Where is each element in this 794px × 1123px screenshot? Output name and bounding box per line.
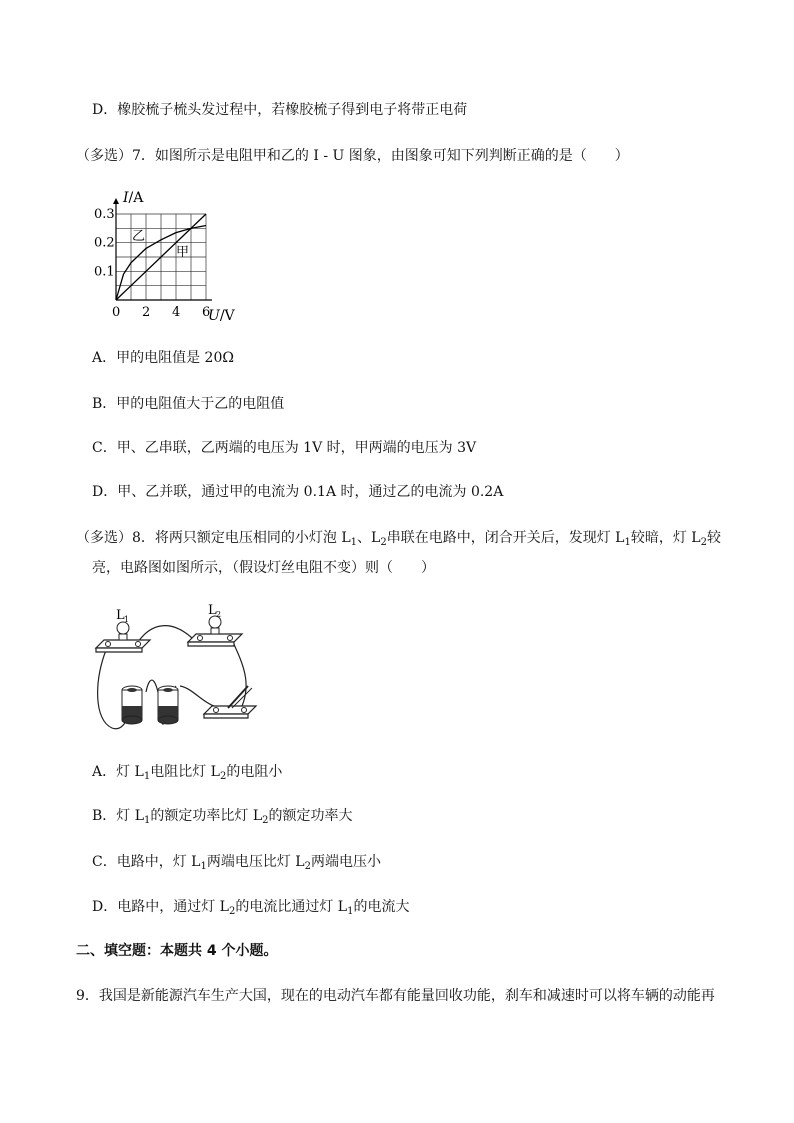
q8-option-d: D．电路中，通过灯 $L_2$的电流比通过灯 $L_1$的电流大 (92, 899, 410, 917)
q8-option-c: C．电路中，灯 $L_1$两端电压比灯 $L_2$两端电压小 (92, 854, 381, 872)
x-tick-label: 0 (112, 305, 121, 320)
q7-option-a: A．甲的电阻值是 20Ω (92, 350, 234, 366)
lamp-l1-base (96, 640, 150, 648)
svg-text:2: 2 (216, 610, 222, 619)
series-label-yi: 乙 (132, 229, 146, 244)
svg-text:1: 1 (124, 615, 130, 624)
q8-option-b: B．灯 $L_1$的额定功率比灯 $L_2$的额定功率大 (92, 808, 353, 826)
y-axis-label: I/A (123, 190, 144, 206)
graph-axes (113, 198, 212, 300)
section-title: 二、填空题：本题共 4 个小题。 (76, 943, 278, 959)
y-tick-label: 0.1 (94, 264, 115, 280)
q7-option-d: D．甲、乙并联，通过甲的电流为 0.1A 时，通过乙的电流为 0.2A (92, 484, 504, 500)
x-tick-label: 6 (202, 305, 211, 320)
battery-1 (122, 686, 142, 724)
q8-stem-line2: 亮，电路图如图所示，（假设灯丝电阻不变）则（ ） (92, 560, 435, 576)
q8-option-a: A．灯 $L_1$电阻比灯 $L_2$的电阻小 (92, 764, 283, 782)
series-label-jia: 甲 (176, 245, 190, 260)
x-tick-label: 2 (142, 305, 151, 320)
q7-stem: （多选）7．如图所示是电阻甲和乙的 I - U 图象，由图象可知下列判断正确的是（ ） (76, 148, 629, 164)
lamp-l2-label: L (208, 603, 217, 618)
q7-option-c: C．甲、乙串联，乙两端的电压为 1V 时，甲两端的电压为 3V (92, 440, 477, 456)
lamp-l2-base (188, 634, 242, 642)
battery-2 (158, 686, 178, 724)
q9-stem: 9．我国是新能源汽车生产大国，现在的电动汽车都有能量回收功能，刹车和减速时可以将车辆的动能再 (76, 988, 715, 1004)
circuit-figure (92, 602, 262, 734)
y-tick-label: 0.3 (94, 207, 115, 222)
q7-option-b: B．甲的电阻值大于乙的电阻值 (92, 396, 285, 412)
y-tick-label: 0.2 (94, 235, 115, 251)
y-arrow (113, 198, 119, 204)
lamp-l1-label: L (116, 608, 125, 623)
iu-graph (90, 186, 240, 326)
q6-option-d: D．橡胶梳子梳头发过程中，若橡胶梳子得到电子将带正电荷 (92, 102, 468, 118)
x-axis-label: U/V (208, 308, 235, 324)
q8-stem-line1: （多选）8．将两只额定电压相同的小灯泡 $L_1$、$L_2$串联在电路中，闭合开关后，发现灯 $L_1$较暗，灯 $L_2$较 (76, 530, 721, 548)
switch (204, 686, 256, 718)
x-tick-label: 4 (172, 305, 181, 320)
